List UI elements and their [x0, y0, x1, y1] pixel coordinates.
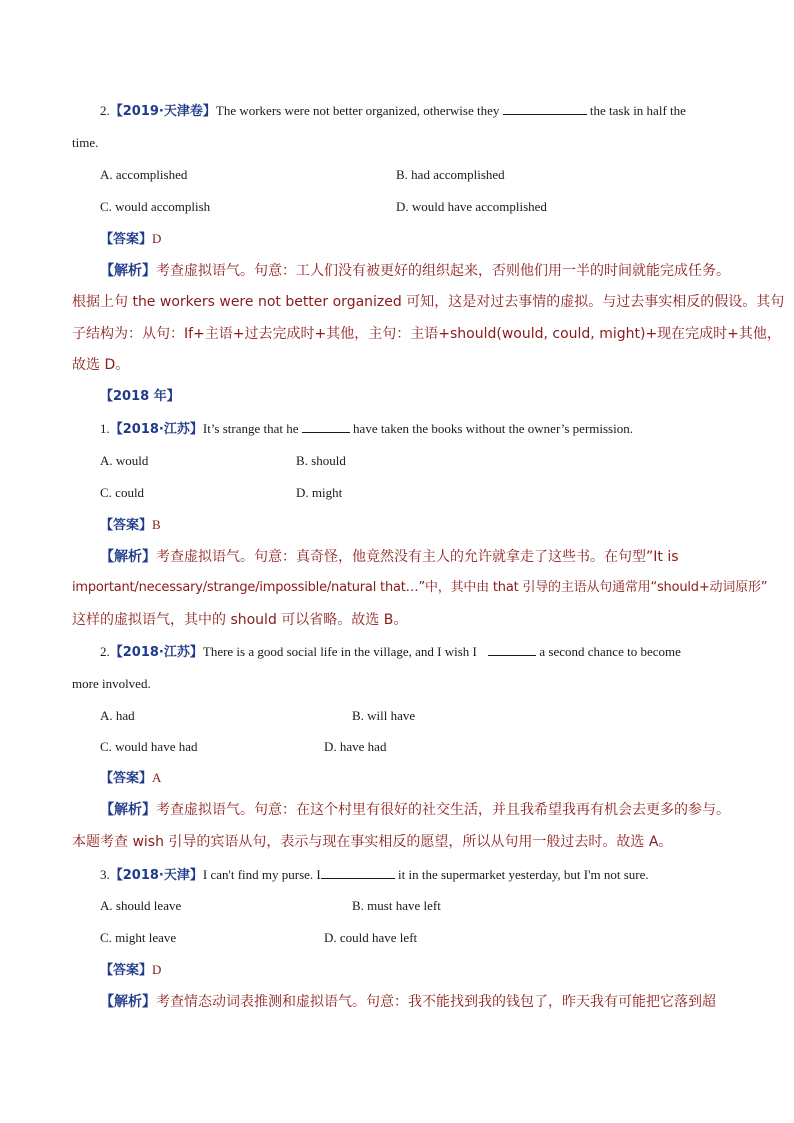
source-tag: 【2018·天津】: [109, 868, 203, 883]
analysis-line-2: important/necessary/strange/impossible/natural that…”中，其中由 that 引导的主语从句通常用“should+动词原形”: [72, 580, 768, 595]
analysis-text: 考查情态动词表推测和虚拟语气。句意：我不能找到我的钱包了，昨天我有可能把它落到超: [156, 994, 716, 1010]
question-continuation: more involved.: [72, 676, 151, 691]
answer-value: A: [152, 770, 162, 785]
analysis-line-2: 本题考查 wish 引导的宾语从句，表示与现在事实相反的愿望，所以从句用一般过去时。故选 A。: [72, 834, 673, 850]
question-2019-2: [100, 101, 686, 122]
option-d: D. could have left: [324, 930, 418, 945]
source-tag: 【2018·江苏】: [109, 645, 203, 660]
answer-label: 【答案】: [100, 518, 153, 533]
analysis-line-2: 根据上句 the workers were not better organized 可知，这是对过去事情的虚拟。与过去事实相反的假设。其句: [72, 294, 785, 310]
analysis-text: 考查虚拟语气。句意：真奇怪，他竟然没有主人的允许就拿走了这些书。在句型”It is: [156, 549, 679, 565]
answer-blank: [488, 642, 536, 656]
option-d: D. have had: [324, 739, 387, 754]
question-text: I can't find my purse. I: [202, 867, 321, 882]
answer-line: [100, 229, 161, 250]
analysis-line-1: [100, 800, 730, 820]
question-text-after: have taken the books without the owner’s permission.: [353, 421, 633, 436]
answer-value: B: [152, 517, 161, 532]
question-text-after: it in the supermarket yesterday, but I'm not sure.: [398, 867, 649, 882]
question-2018-2: [100, 642, 681, 663]
answer-line: [100, 768, 161, 789]
question-text: It’s strange that he: [202, 421, 299, 436]
analysis-line-1: [100, 547, 679, 567]
option-a: A. had: [100, 708, 135, 723]
source-tag: 【2019·天津卷】: [109, 104, 216, 119]
answer-blank: [302, 419, 350, 433]
answer-label: 【答案】: [100, 963, 153, 978]
option-c: C. would accomplish: [100, 199, 211, 214]
option-b: B. will have: [352, 708, 416, 723]
option-a: A. accomplished: [100, 167, 188, 182]
option-a: A. would: [100, 453, 149, 468]
analysis-line-3: 这样的虚拟语气，其中的 should 可以省略。故选 B。: [72, 612, 408, 628]
analysis-label: 【解析】: [100, 263, 156, 279]
answer-value: D: [152, 231, 162, 246]
analysis-line-3: 子结构为：从句：If+主语+过去完成时+其他，主句：主语+should(would, could, might)+现在完成时+其他，: [72, 326, 781, 342]
answer-line: [100, 515, 161, 536]
option-d: D. would have accomplished: [396, 199, 547, 214]
question-number: 3.: [100, 867, 110, 882]
option-d: D. might: [296, 485, 343, 500]
answer-line: [100, 960, 161, 981]
analysis-line-1: [100, 992, 716, 1012]
option-c: C. could: [100, 485, 145, 500]
option-b: B. should: [296, 453, 346, 468]
option-c: C. would have had: [100, 739, 198, 754]
answer-blank: [321, 865, 395, 879]
question-number: 2.: [100, 644, 110, 659]
option-a: A. should leave: [100, 898, 182, 913]
analysis-line-1: [100, 261, 730, 281]
question-text: The workers were not better organized, otherwise they: [215, 103, 500, 118]
question-continuation: time.: [72, 135, 99, 150]
question-text-after: the task in half the: [589, 103, 686, 118]
analysis-line-4: 故选 D。: [72, 357, 130, 373]
option-c: C. might leave: [100, 930, 177, 945]
analysis-label: 【解析】: [100, 549, 156, 565]
analysis-text: 考查虚拟语气。句意：在这个村里有很好的社交生活，并且我希望我再有机会去更多的参与。: [156, 802, 730, 818]
question-2018-1: [100, 419, 633, 440]
answer-label: 【答案】: [100, 771, 153, 786]
option-b: B. had accomplished: [396, 167, 505, 182]
analysis-text: 考查虚拟语气。句意：工人们没有被更好的组织起来，否则他们用一半的时间就能完成任务。: [156, 263, 730, 279]
analysis-label: 【解析】: [100, 994, 156, 1010]
question-2018-3: [100, 865, 649, 886]
answer-label: 【答案】: [100, 232, 153, 247]
analysis-label: 【解析】: [100, 802, 156, 818]
question-text-after: a second chance to become: [539, 644, 681, 659]
answer-value: D: [152, 962, 162, 977]
question-number: 2.: [100, 103, 110, 118]
option-b: B. must have left: [352, 898, 441, 913]
question-number: 1.: [100, 421, 110, 436]
year-heading: 【2018 年】: [100, 389, 180, 404]
question-text: There is a good social life in the village, and I wish I: [202, 644, 477, 659]
answer-blank: [503, 101, 587, 115]
source-tag: 【2018·江苏】: [109, 422, 203, 437]
